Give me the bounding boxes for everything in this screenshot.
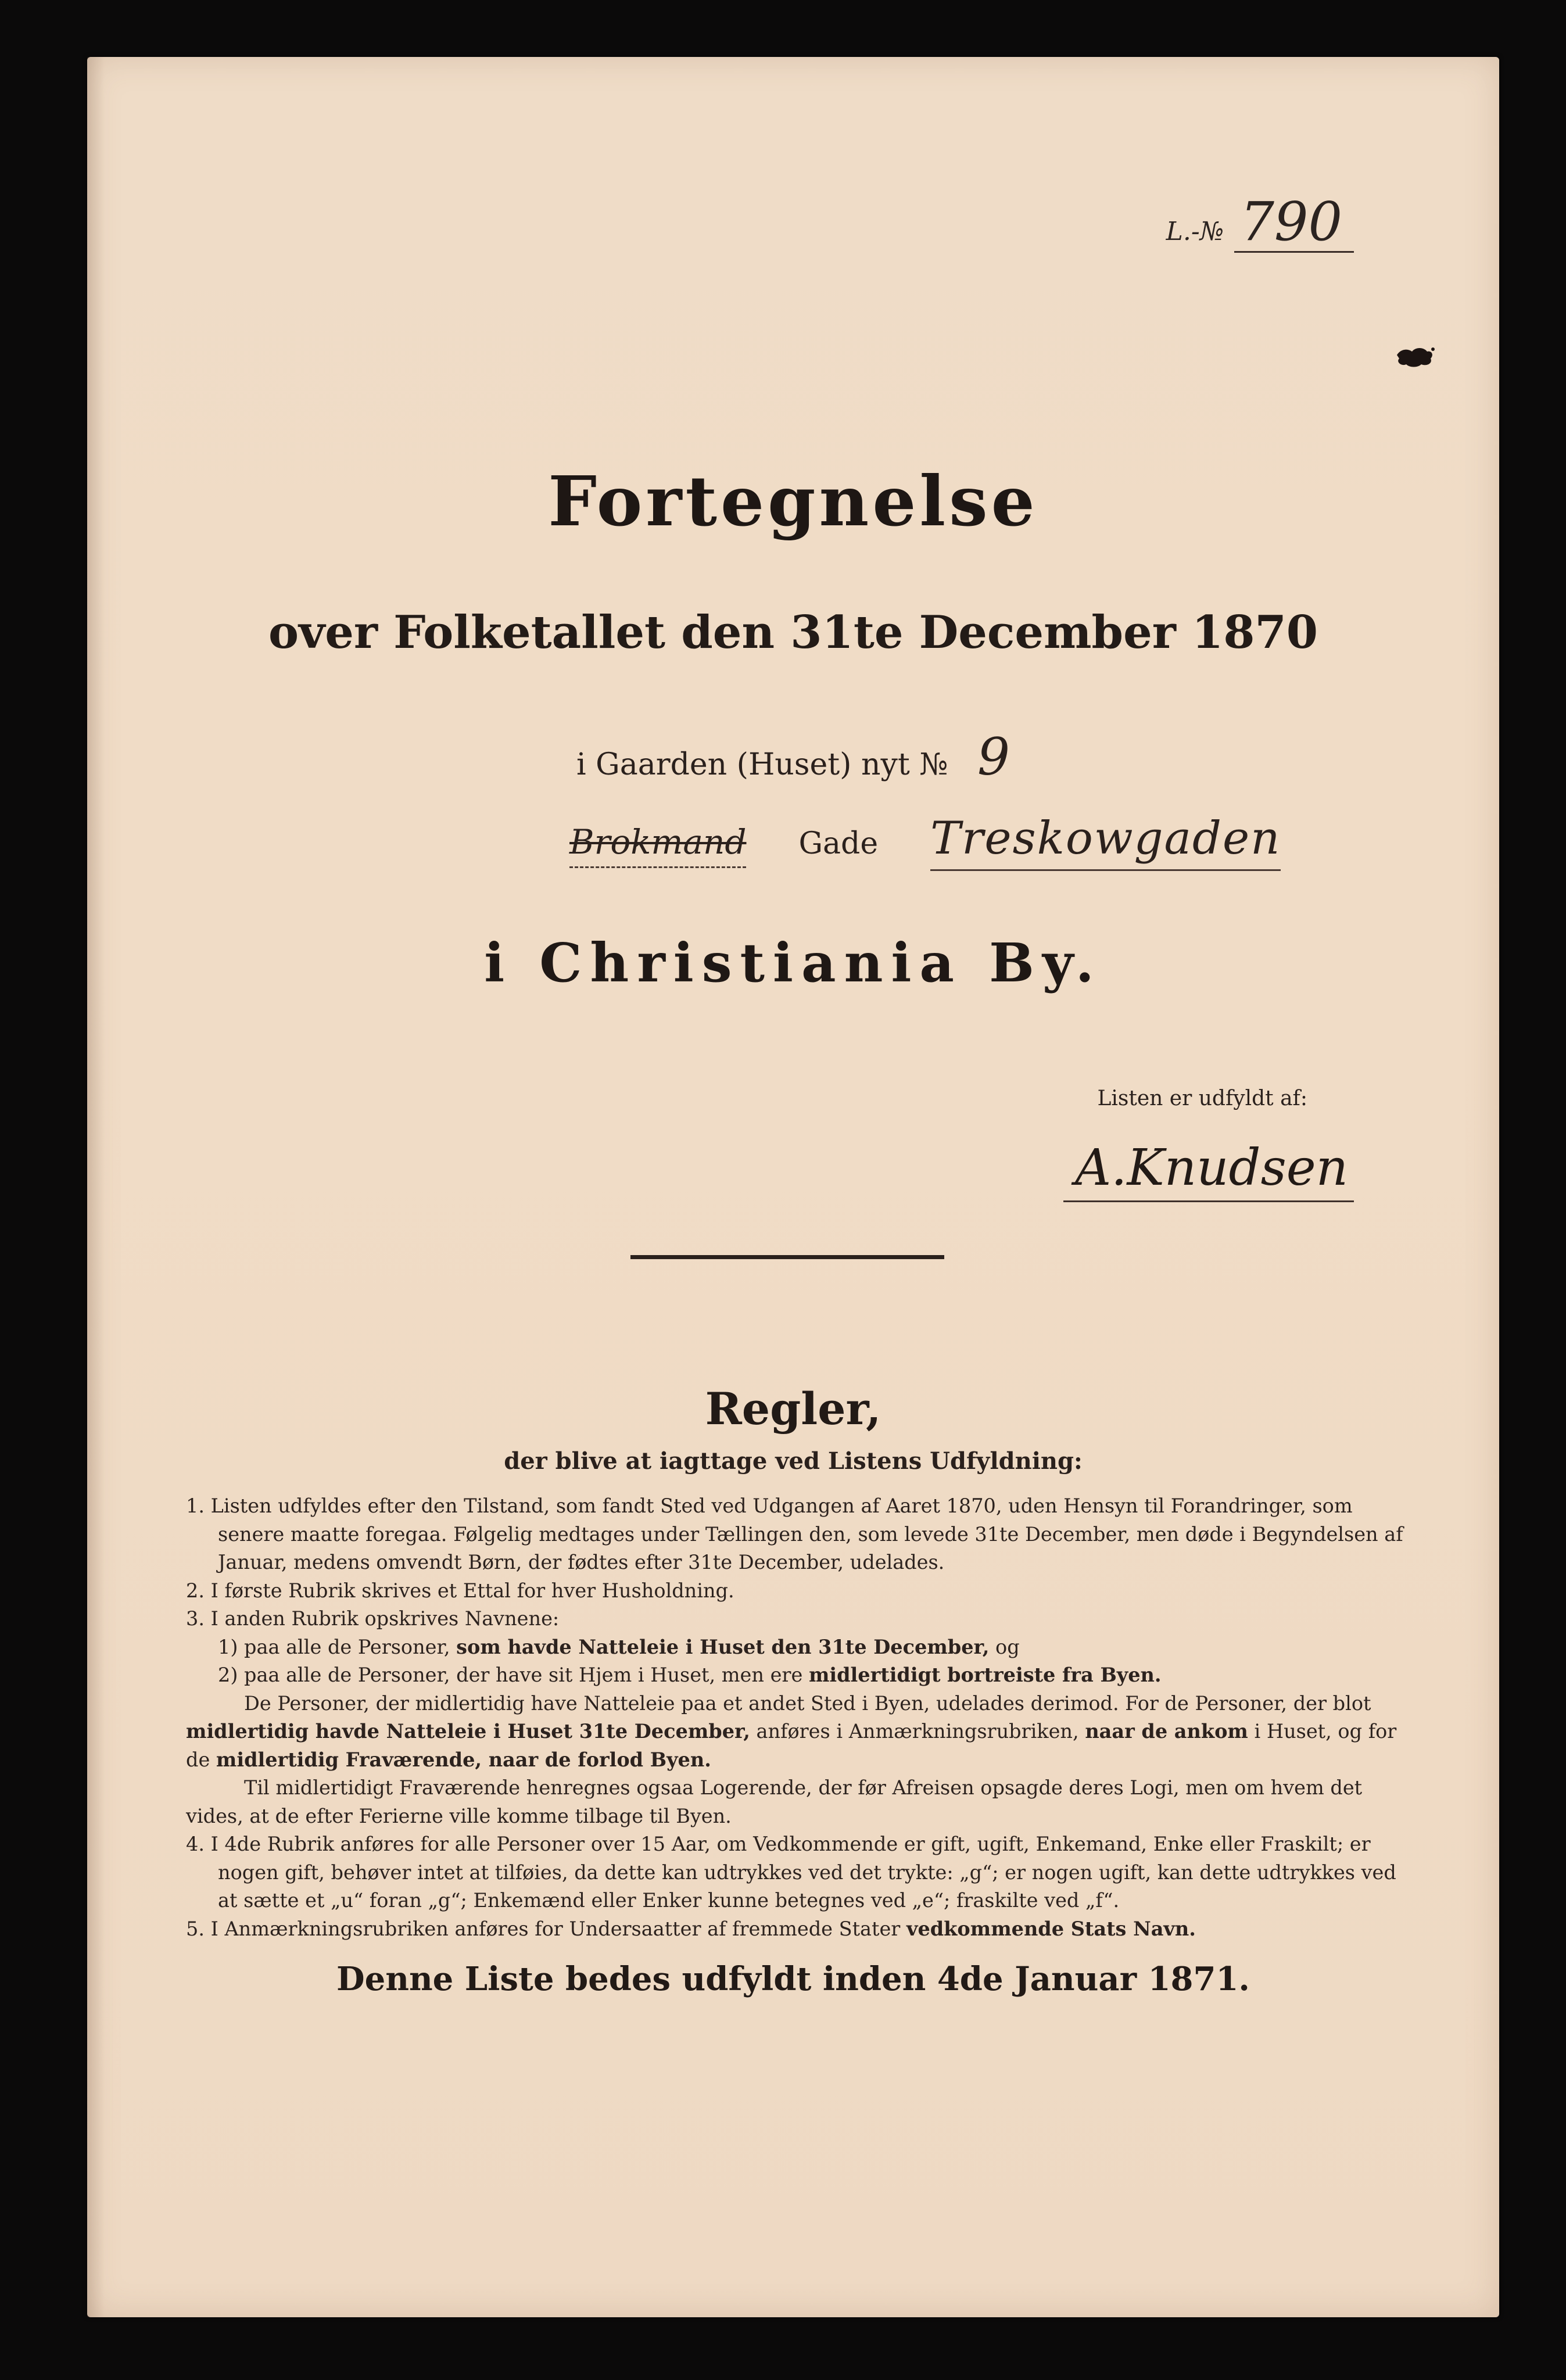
rule-3-item-2: [186, 1661, 1412, 1690]
rule-3-item-1: [186, 1633, 1412, 1662]
house-number-label: i Gaarden (Huset) nyt №: [576, 747, 948, 782]
filled-by-label: Listen er udfyldt af:: [1097, 1087, 1307, 1110]
section-divider: [630, 1255, 944, 1259]
rule-5-bold: vedkommende Stats Navn.: [906, 1917, 1196, 1940]
rule-paragraph-1-d: naar de ankom: [1085, 1720, 1248, 1743]
record-number: 790: [1234, 195, 1354, 253]
street-name: Treskowgaden: [930, 812, 1281, 871]
rule-5: [186, 1915, 1412, 1944]
house-number-line: [87, 727, 1499, 787]
rule-paragraph-1-f: midlertidig Fraværende, naar de forlod Byen.: [216, 1748, 711, 1771]
rule-3: 3. I anden Rubrik opskrives Navnene:: [186, 1607, 560, 1630]
form-title: Fortegnelse: [548, 461, 1038, 542]
census-form-sheet: [87, 57, 1499, 2317]
record-number-prefix: L.-№: [1166, 217, 1224, 246]
rule-paragraph-1-b: midlertidig havde Natteleie i Huset 31te December,: [186, 1720, 750, 1743]
rule-paragraph-1-e: i Huset, og for de: [186, 1720, 1397, 1771]
rule-paragraph-2: Til midlertidigt Fraværende henregnes ogsaa Logerende, der før Afreisen opsagde deres Logi, men om hvem det vides, at de efter Ferierne ville komme tilbage til Byen.: [186, 1776, 1363, 1827]
rule-paragraph-1: [186, 1690, 1412, 1775]
rule-3-item-1-pre: 1) paa alle de Personer,: [218, 1635, 457, 1658]
struck-street-word: Brokmand: [569, 822, 746, 868]
rule-3-item-1-bold: som havde Natteleie i Huset den 31te December,: [456, 1635, 990, 1658]
rules-body: [186, 1492, 1412, 1943]
rule-3-item-2-bold: midlertidigt bortreiste fra Byen.: [808, 1664, 1162, 1686]
rule-5-pre: 5. I Anmærkningsrubriken anføres for Undersaatter af fremmede Stater: [186, 1917, 906, 1940]
rule-1: 1. Listen udfyldes efter den Tilstand, som fandt Sted ved Udgangen af Aaret 1870, uden Hensyn til Forandringer, som senere maatte foregaa. Følgelig medtages under Tællingen den, som levede 31te December, men døde i Begyndelsen af Januar, medens omvendt Børn, der fødtes efter 31te December, udelades.: [186, 1494, 1403, 1573]
rule-4: 4. I 4de Rubrik anføres for alle Personer over 15 Aar, om Vedkommende er gift, ugift, Enkemand, Enke eller Fraskilt; er nogen gift, behøver intet at tilføies, da dette kan udtrykkes ved det trykte: „g“; er nogen ugift, kan dette udtrykkes ved at sætte et „u“ foran „g“; Enkemænd eller Enker kunne betegnes ved „e“; fraskilte ved „f“.: [186, 1833, 1396, 1912]
rule-paragraph-1-a: De Personer, der midlertidig have Natteleie paa et andet Sted i Byen, udelades derimod. For de Personer, der blot: [244, 1691, 1371, 1715]
rule-paragraph-1-c: anføres i Anmærkningsrubriken,: [750, 1720, 1085, 1743]
record-number-block: [1166, 191, 1354, 253]
rule-3-item-1-post: og: [989, 1635, 1020, 1658]
rules-title: Regler,: [705, 1383, 881, 1435]
ink-blot-icon: [1395, 345, 1435, 369]
house-number-value: 9: [977, 727, 1010, 787]
rule-2: 2. I første Rubrik skrives et Ettal for hver Husholdning.: [186, 1579, 734, 1602]
form-subtitle: over Folketallet den 31te December 1870: [268, 606, 1318, 659]
filled-by-signature: A.Knudsen: [1063, 1139, 1354, 1202]
rules-subtitle: der blive at iagttage ved Listens Udfyldning:: [504, 1447, 1083, 1475]
city-line: i Christiania By.: [484, 931, 1102, 994]
street-line: [569, 812, 1281, 871]
rule-3-item-2-pre: 2) paa alle de Personer, der have sit Hjem i Huset, men ere: [218, 1664, 809, 1686]
gade-label: Gade: [798, 826, 879, 861]
deadline-line: Denne Liste bedes udfyldt inden 4de Januar 1871.: [336, 1960, 1250, 1998]
